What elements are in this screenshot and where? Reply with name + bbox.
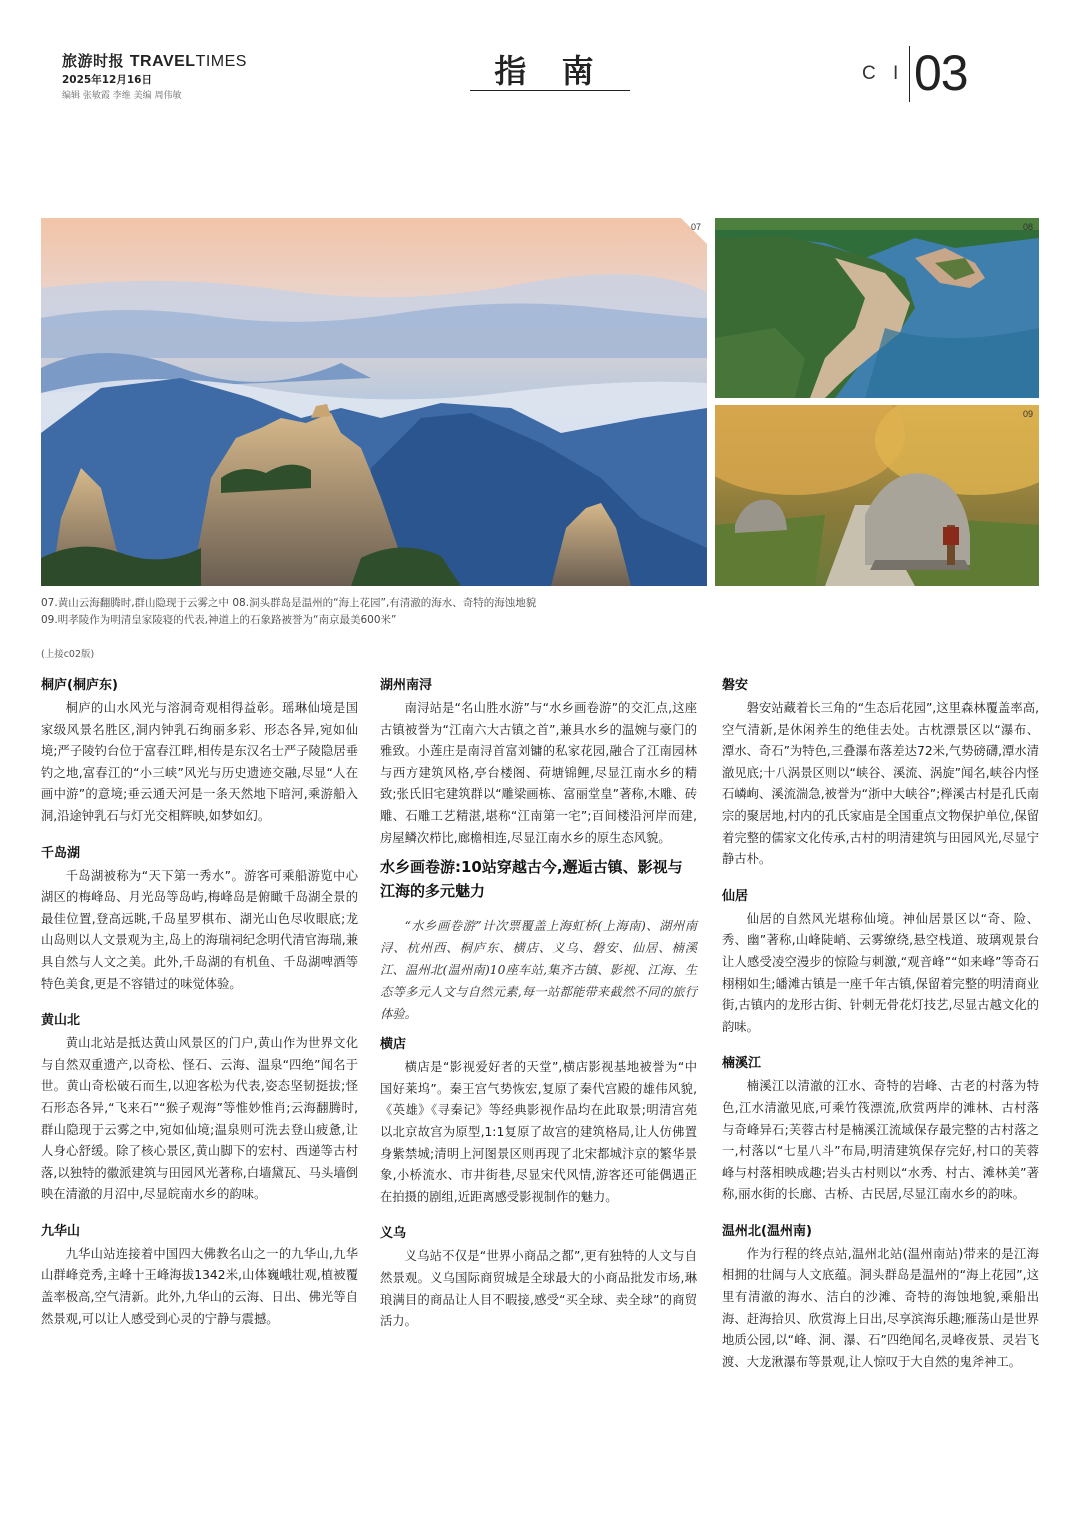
article-qiandaohu xyxy=(41,844,358,996)
article-body: 磐安站藏着长三角的“生态后花园”,这里森林覆盖率高,空气清新,是休闲养生的绝佳去处。古枕漂景区以“瀑布、潭水、奇石”为特色,三叠瀑布落差达72米,气势磅礴,潭水清澈见底;十八涡景区则以“峡谷、溪流、涡旋”闻名,峡谷内怪石嶙峋、溪流湍急,被誉为“浙中大峡谷”;榉溪古村是孔氏南宗的聚居地,村内的孔氏家庙是全国重点文物保护单位,保留着完整的儒家文化传承,古村的明清建筑与田园风光,尽显宁静古朴。 xyxy=(722,701,1039,867)
article-body: 桐庐的山水风光与溶洞奇观相得益彰。瑶琳仙境是国家级风景名胜区,洞内钟乳石绚丽多彩、形态各异,宛如仙境;严子陵钓台位于富春江畔,相传是东汉名士严子陵隐居垂钓之地,富春江的“小三峡”风光与历史遗迹交融,尽显“人在画中游”的意境;垂云通天河是一条天然地下暗河,乘游船入洞,沿途钟乳石与灯光交相辉映,如梦如幻。 xyxy=(41,701,358,823)
article-jiuhuashan xyxy=(41,1222,358,1330)
section-underline xyxy=(470,90,630,91)
article-wenzhou-north xyxy=(722,1222,1039,1374)
article-body: 义乌站不仅是“世界小商品之都”,更有独特的人文与自然景观。义乌国际商贸城是全球最大的小商品批发市场,琳琅满目的商品让人目不暇接,感受“买全球、卖全球”的商贸活力。 xyxy=(380,1249,697,1329)
column-2 xyxy=(380,676,697,1333)
article-hengdian xyxy=(380,1035,697,1208)
photo-number: 09 xyxy=(1022,409,1033,419)
article-nanxijiang xyxy=(722,1054,1039,1206)
article-heading: 桐庐(桐庐东) xyxy=(41,678,118,693)
feature-headline: 水乡画卷游:10站穿越古今,邂逅古镇、影视与江海的多元魅力 xyxy=(380,858,683,901)
photo-caption-line1: 07.黄山云海翻腾时,群山隐现于云雾之中 08.洞头群岛是温州的“海上花园”,有清澈的海水、奇特的海蚀地貌 xyxy=(41,597,537,609)
article-body: 楠溪江以清澈的江水、奇特的岩峰、古老的村落为特色,江水清澈见底,可乘竹筏漂流,欣赏两岸的滩林、古村落与奇峰异石;芙蓉古村是楠溪江流域保存最完整的古村落之一,村落以“七星八斗”布局,明清建筑保存完好,村口的芙蓉峰与村落相映成趣;岩头古村则以“水秀、村古、滩林美”著称,丽水街的长廊、古桥、古民居,尽显江南水乡的韵味。 xyxy=(722,1079,1039,1202)
article-panan xyxy=(722,676,1039,871)
photo-number: 07 xyxy=(690,222,701,232)
article-body: 南浔站是“名山胜水游”与“水乡画卷游”的交汇点,这座古镇被誉为“江南六大古镇之首”,兼具水乡的温婉与豪门的雅致。小莲庄是南浔首富刘镛的私家花园,融合了江南园林与西方建筑风格,亭台楼阁、荷塘锦鲤,尽显江南水乡的精致;张氏旧宅建筑群以“雕梁画栋、富丽堂皇”著称,木雕、砖雕、石雕工艺精湛,堪称“江南第一宅”;百间楼沿河岸而建,房屋鳞次栉比,廊檐相连,尽显江南水乡的原生态风貌。 xyxy=(380,701,697,845)
column-3 xyxy=(722,676,1039,1373)
article-heading: 义乌 xyxy=(380,1226,407,1242)
article-body: 横店是“影视爱好者的天堂”,横店影视基地被誉为“中国好莱坞”。秦王宫气势恢宏,复原了秦代宫殿的雄伟风貌,《英雄》《寻秦记》等经典影视作品均在此取景;明清宫苑以北京故宫为原型,1:1复原了故宫的建筑格局,让人仿佛置身紫禁城;清明上河图景区则再现了北宋都城汴京的繁华景象,小桥流水、市井街巷,尽显宋代风情,游客还可能偶遇正在拍摄的剧组,近距离感受影视制作的魅力。 xyxy=(380,1060,697,1204)
photo-huangshan-mountains xyxy=(41,218,707,586)
article-heading: 黄山北 xyxy=(41,1013,81,1029)
article-heading: 湖州南浔 xyxy=(380,678,433,693)
brand-english-light: TIMES xyxy=(195,53,247,70)
page-number: 03 xyxy=(914,45,968,101)
article-heading: 楠溪江 xyxy=(722,1056,762,1072)
article-heading: 温州北(温州南) xyxy=(722,1223,812,1239)
article-heading: 仙居 xyxy=(722,888,749,904)
section-code: C I xyxy=(862,63,905,84)
article-heading: 磐安 xyxy=(722,678,749,693)
feature-lead: “水乡画卷游”计次票覆盖上海虹桥(上海南)、湖州南浔、杭州西、桐庐东、横店、义乌、磐安、仙居、楠溪江、温州北(温州南)10座车站,集齐古镇、影视、江海、生态等多元人文与自然元素,每一站都能带来截然不同的旅行体验。 xyxy=(380,919,697,1022)
page-number-divider xyxy=(909,46,910,102)
article-heading: 横店 xyxy=(380,1037,407,1053)
article-body: 九华山站连接着中国四大佛教名山之一的九华山,九华山群峰竞秀,主峰十王峰海拔1342米,山体巍峨壮观,植被覆盖率极高,空气清新。此外,九华山的云海、日出、佛光等自然景观,可以让人感受到心灵的宁静与震撼。 xyxy=(41,1246,358,1326)
article-xianju xyxy=(722,887,1039,1039)
brand-chinese: 旅游时报 xyxy=(62,52,125,70)
brand-english-bold: TRAVEL xyxy=(129,53,196,70)
article-heading: 千岛湖 xyxy=(41,845,81,861)
column-1 xyxy=(41,676,358,1330)
photo-dongtou-islands xyxy=(715,218,1039,398)
editor-credits: 编辑 张敏霞 李维 美编 周伟敏 xyxy=(62,91,182,101)
article-yiwu xyxy=(380,1224,697,1332)
article-nanxun xyxy=(380,676,697,849)
newspaper-brand xyxy=(62,50,247,71)
article-body: 作为行程的终点站,温州北站(温州南站)带来的是江海相拥的壮阔与人文底蕴。洞头群岛是温州的“海上花园”,这里有清澈的海水、洁白的沙滩、奇特的海蚀地貌,乘船出海、赶海拾贝、欣赏海上日出,尽享滨海乐趣;雁荡山是世界地质公园,以“峰、洞、瀑、石”四绝闻名,灵峰夜景、灵岩飞渡、大龙湫瀑布等景观,让人惊叹于大自然的鬼斧神工。 xyxy=(722,1246,1039,1369)
photo-ming-tomb-stone-path xyxy=(715,405,1039,586)
continued-from-note: (上接c02版) xyxy=(41,649,95,660)
article-body: 千岛湖被称为“天下第一秀水”。游客可乘船游览中心湖区的梅峰岛、月光岛等岛屿,梅峰岛是俯瞰千岛湖全景的最佳位置,登高远眺,千岛星罗棋布、湖光山色尽收眼底;龙山岛则以人文景观为主,岛上的海瑞祠纪念明代清官海瑞,兼具自然与人文之美。此外,千岛湖的有机鱼、千岛湖啤酒等特色美食,更是不容错过的味觉体验。 xyxy=(41,868,358,991)
article-heading: 九华山 xyxy=(41,1223,81,1239)
article-body: 仙居的自然风光堪称仙境。神仙居景区以“奇、险、秀、幽”著称,山峰陡峭、云雾缭绕,悬空栈道、玻璃观景台让人感受凌空漫步的惊险与刺激,“观音峰”“如来峰”等奇石栩栩如生;皤滩古镇是一座千年古镇,保留着完整的明清商业街,古镇内的龙形古街、针刺无骨花灯技艺,尽显古越文化的韵味。 xyxy=(722,911,1039,1034)
issue-date: 2025年12月16日 xyxy=(62,74,152,86)
article-tonglu xyxy=(41,676,358,828)
section-title: 指 南 xyxy=(494,52,606,90)
article-huangshan-north xyxy=(41,1011,358,1206)
photo-caption-line2: 09.明孝陵作为明清皇家陵寝的代表,神道上的石象路被誉为“南京最美600米” xyxy=(41,614,397,626)
article-body: 黄山北站是抵达黄山风景区的门户,黄山作为世界文化与自然双重遗产,以奇松、怪石、云海、温泉“四绝”闻名于世。黄山奇松破石而生,以迎客松为代表,姿态坚韧挺拔;怪石形态各异,“飞来石”“猴子观海”等惟妙惟肖;云海翻腾时,群山隐现于云雾之中,宛如仙境;温泉则可洗去登山疲惫,让人身心舒缓。除了核心景区,黄山脚下的宏村、西递等古村落,以独特的徽派建筑与田园风光著称,白墙黛瓦、马头墙倒映在清澈的月沼中,尽显皖南水乡的韵味。 xyxy=(41,1036,358,1202)
photo-number: 08 xyxy=(1022,222,1033,232)
